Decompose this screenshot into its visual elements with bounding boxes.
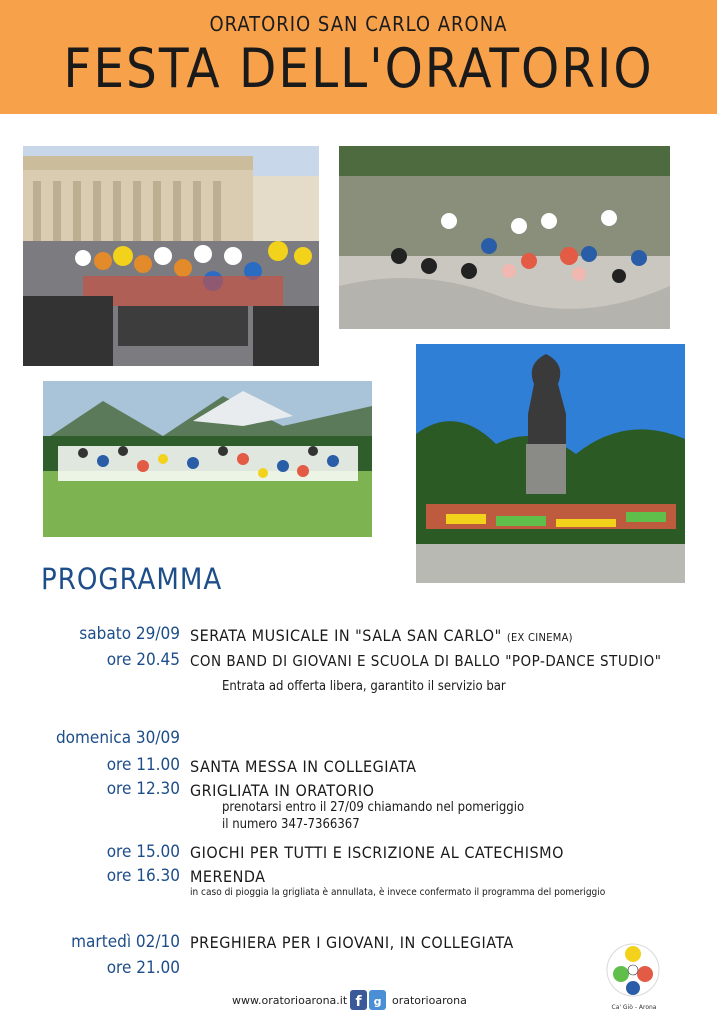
svg-text:f: f	[355, 994, 362, 1010]
note-pioggia: in caso di pioggia la grigliata è annullata, è invece confermato il programma del pomeriggio	[190, 887, 606, 898]
photo-meadow-group	[43, 381, 372, 537]
event-preghiera: PREGHIERA PER I GIOVANI, IN COLLEGIATA	[190, 933, 514, 952]
note-entrata: Entrata ad offerta libera, garantito il servizio bar	[222, 679, 506, 694]
svg-text:g: g	[373, 995, 382, 1008]
event-giochi: GIOCHI PER TUTTI E ISCRIZIONE AL CATECHISMO	[190, 843, 564, 862]
footer-handle[interactable]: oratorioarona	[392, 994, 467, 1007]
day-domenica: domenica 30/09	[55, 728, 180, 748]
time-sabato: ore 20.45	[106, 650, 180, 670]
facebook-icon[interactable]	[350, 990, 367, 1010]
day-martedi: martedì 02/10	[71, 932, 180, 952]
event-serata-note: (EX CINEMA)	[506, 631, 573, 644]
social-icons	[350, 990, 386, 1010]
photo-statue-group	[416, 344, 685, 583]
event-merenda: MERENDA	[190, 867, 266, 886]
note-numero: il numero 347-7366367	[222, 817, 360, 832]
time-1230: ore 12.30	[106, 779, 180, 799]
footer-website[interactable]: www.oratorioarona.it	[232, 994, 348, 1007]
day-sabato: sabato 29/09	[79, 624, 180, 644]
time-1100: ore 11.00	[106, 755, 180, 775]
time-1630: ore 16.30	[106, 866, 180, 886]
header-title: FESTA DELL'ORATORIO	[63, 37, 654, 100]
photo-mountain-rocks-group	[339, 146, 670, 329]
event-serata-musicale	[190, 626, 573, 645]
time-2100: ore 21.00	[106, 958, 180, 978]
event-grigliata: GRIGLIATA IN ORATORIO	[190, 781, 375, 800]
google-plus-icon[interactable]	[369, 990, 386, 1010]
event-santa-messa: SANTA MESSA IN COLLEGIATA	[190, 757, 417, 776]
logo-caption: Ca' Giò - Arona	[611, 1004, 657, 1011]
header-subtitle: ORATORIO SAN CARLO ARONA	[209, 12, 508, 36]
event-serata-title: SERATA MUSICALE IN "SALA SAN CARLO"	[190, 626, 502, 645]
photo-st-peters-group	[23, 146, 319, 366]
cagio-logo	[602, 936, 664, 1010]
program-heading: PROGRAMMA	[41, 562, 223, 596]
time-1500: ore 15.00	[106, 842, 180, 862]
event-band: CON BAND DI GIOVANI E SCUOLA DI BALLO "POP-DANCE STUDIO"	[190, 652, 662, 670]
note-prenotarsi: prenotarsi entro il 27/09 chiamando nel pomeriggio	[222, 800, 525, 815]
header-banner	[0, 0, 717, 114]
